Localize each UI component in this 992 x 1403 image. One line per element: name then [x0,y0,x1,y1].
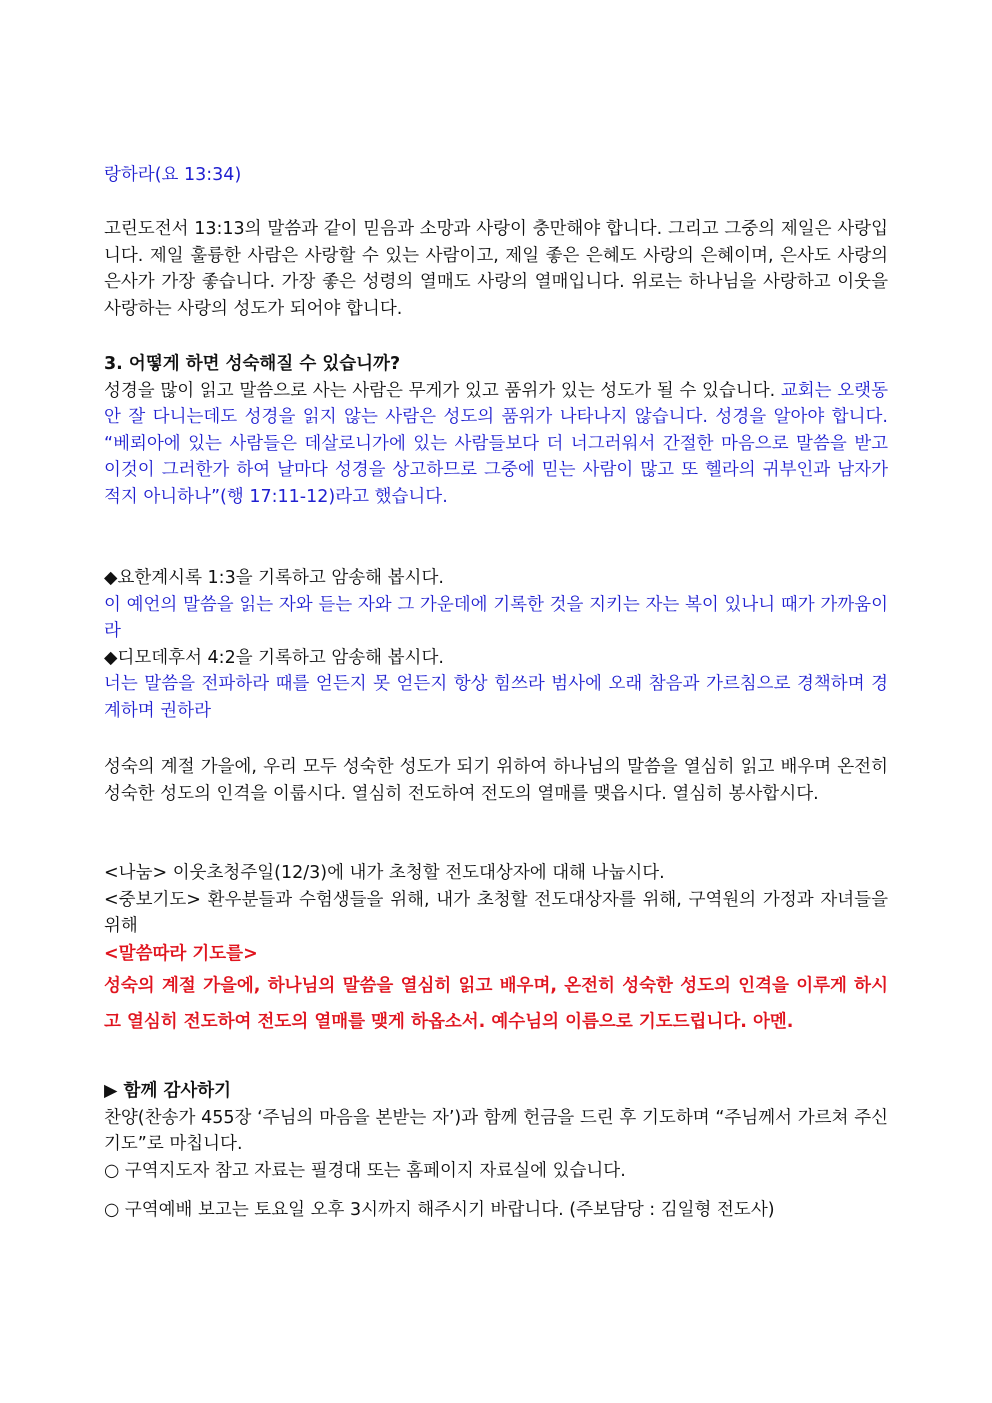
prayer-title: <말씀따라 기도를> [104,943,258,964]
sharing-note: <나눔> 이웃초청주일(12/3)에 내가 초청할 전도대상자에 대해 나눕시다. [104,863,665,883]
thanks-heading: ▶ 함께 감사하기 [104,1081,232,1101]
prayer-text: 성숙의 계절 가을에, 하나님의 말씀을 열심히 읽고 배우며, 온전히 성숙한 성도의 인격을 이루게 하시고 열심히 전도하여 전도의 열매를 맺게 하옵소서. 예수님의 이름으로 기도드립니다. 아멘. [104,975,888,1032]
paragraph-maturity-blue: 교회는 오랫동안 잘 다니는데도 성경을 읽지 않는 사람은 성도의 품위가 나타나지 않습니다. 성경을 알아야 합니다. “베뢰아에 있는 사람들은 데살로니가에 있는 사람들보다 더 너그러워서 간절한 마음으로 말씀을 받고 이것이 그러한가 하여 날마다 성경을 상고하므로 그중에 믿는 사람이 많고 또 헬라의 귀부인과 남자가 적지 아니하나”(행 17:11-12)라고 했습니다. [104,380,888,507]
thanks-text: 찬양(찬송가 455장 ‘주님의 마음을 본받는 자’)과 함께 헌금을 드린 후 기도하며 “주님께서 가르쳐 주신 기도”로 마칩니다. [104,1107,888,1154]
verse-text-timothy: 너는 말씀을 전파하라 때를 얻든지 못 얻든지 항상 힘쓰라 범사에 오래 참음과 가르침으로 경책하며 경계하며 권하라 [104,674,888,721]
paragraph-love: 고린도전서 13:13의 말씀과 같이 믿음과 소망과 사랑이 충만해야 합니다. 그리고 그중의 제일은 사랑입니다. 제일 훌륭한 사람은 사랑할 수 있는 사람이고, 제일 좋은 은혜도 사랑의 은혜이며, 은사도 사랑의 은사가 가장 좋습니다. 가장 좋은 성령의 열매도 사랑의 열매입니다. 위로는 하나님을 사랑하고 이웃을 사랑하는 사랑의 성도가 되어야 합니다. [104,219,888,319]
verse-title-revelation: ◆요한계시록 1:3을 기록하고 암송해 봅시다. [104,568,444,588]
note-materials: ○ 구역지도자 참고 자료는 필경대 또는 홈페이지 자료실에 있습니다. [104,1160,626,1181]
verse-title-timothy: ◆디모데후서 4:2을 기록하고 암송해 봅시다. [104,647,444,668]
note-report: ○ 구역예배 보고는 토요일 오후 3시까지 해주시기 바랍니다. (주보담당 : 김일형 전도사) [104,1200,775,1220]
section-heading-3: 3. 어떻게 하면 성숙해질 수 있습니까? [104,354,401,374]
paragraph-maturity [104,378,888,511]
verse-tail: 랑하라(요 13:34) [104,165,242,185]
intercession-note: <중보기도> 환우분들과 수험생들을 위해, 내가 초청할 전도대상자를 위해, 구역원의 가정과 자녀들을 위해 [104,889,888,936]
verse-text-revelation: 이 예언의 말씀을 읽는 자와 듣는 자와 그 가운데에 기록한 것을 지키는 자는 복이 있나니 때가 가까움이라 [104,594,888,641]
paragraph-maturity-black: 성경을 많이 읽고 말씀으로 사는 사람은 무게가 있고 품위가 있는 성도가 될 수 있습니다. [104,380,781,401]
paragraph-autumn: 성숙의 계절 가을에, 우리 모두 성숙한 성도가 되기 위하여 하나님의 말씀을 열심히 읽고 배우며 온전히 성숙한 성도의 인격을 이룹시다. 열심히 전도하여 전도의 열매를 맺읍시다. 열심히 봉사합시다. [104,757,888,804]
